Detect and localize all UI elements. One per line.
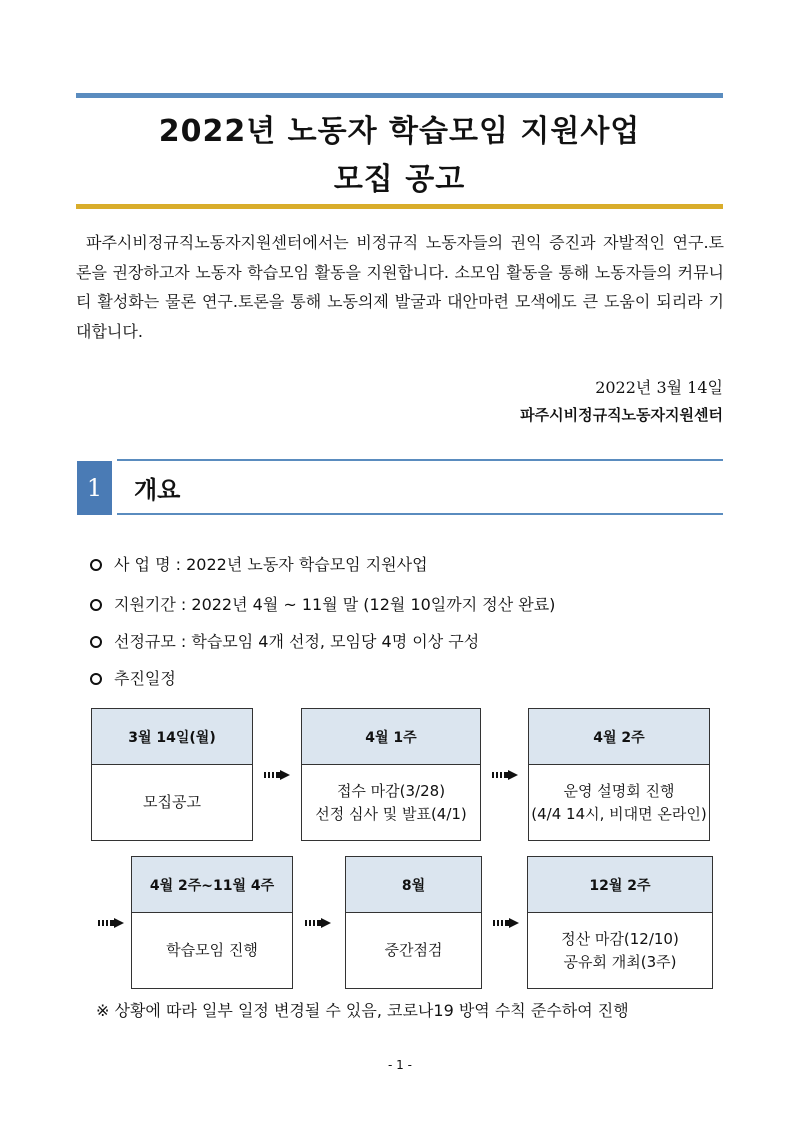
schedule-body: 학습모임 진행 [166, 941, 258, 959]
schedule-header: 12월 2주 [528, 857, 712, 913]
intro-paragraph: 파주시비정규직노동자지원센터에서는 비정규직 노동자들의 권익 증진과 자발적인 연구.토론을 권장하고자 노동자 학습모임 활동을 지원합니다. 소모임 활동을 통해 노동자들의 커뮤니티 활성화는 물론 연구.토론을 통해 노동의제 발굴과 대안마련 모색에도 큰 도움이 되리라 기대합니다. [76, 233, 724, 341]
schedule-box [345, 856, 482, 989]
schedule-box [527, 856, 713, 989]
schedule-header: 8월 [346, 857, 481, 913]
schedule-box [301, 708, 481, 841]
schedule-box [131, 856, 293, 989]
arrow-right-icon [264, 770, 290, 780]
section-title: 개요 [134, 476, 181, 504]
bullet-item: 지원기간 : 2022년 4월 ~ 11월 말 (12월 10일까지 정산 완료) [90, 592, 555, 615]
section-rule-top [117, 459, 723, 461]
section-number: 1 [77, 461, 112, 515]
schedule-body: 모집공고 [143, 793, 201, 811]
schedule-box [91, 708, 253, 841]
circle-bullet-icon [90, 559, 102, 571]
organization-name: 파주시비정규직노동자지원센터 [520, 406, 723, 424]
schedule-header: 4월 2주 [529, 709, 709, 765]
bullet-item: 선정규모 : 학습모임 4개 선정, 모임당 4명 이상 구성 [90, 629, 479, 652]
schedule-header: 3월 14일(월) [92, 709, 252, 765]
page-title: 2022년 노동자 학습모임 지원사업 [158, 114, 641, 149]
schedule-body: 정산 마감(12/10) 공유회 개최(3주) [561, 929, 679, 971]
schedule-box [528, 708, 710, 841]
bullet-item: 사 업 명 : 2022년 노동자 학습모임 지원사업 [90, 552, 428, 575]
schedule-body: 중간점검 [384, 941, 443, 959]
page-subtitle: 모집 공고 [333, 162, 466, 197]
schedule-body: 접수 마감(3/28) 선정 심사 및 발표(4/1) [315, 781, 467, 823]
schedule-body: 운영 설명회 진행 (4/4 14시, 비대면 온라인) [531, 781, 707, 823]
circle-bullet-icon [90, 673, 102, 685]
title-rule-top [76, 93, 723, 98]
title-rule-bottom [76, 204, 723, 209]
section-rule-bottom [117, 513, 723, 515]
arrow-right-icon [305, 918, 331, 928]
arrow-right-icon [492, 770, 518, 780]
arrow-right-icon [98, 918, 124, 928]
page-number: - 1 - [388, 1058, 412, 1072]
schedule-note: ※ 상황에 따라 일부 일정 변경될 수 있음, 코로나19 방역 수칙 준수하여 진행 [96, 1001, 629, 1020]
announcement-date: 2022년 3월 14일 [595, 378, 723, 397]
arrow-right-icon [493, 918, 519, 928]
schedule-header: 4월 1주 [302, 709, 480, 765]
bullet-item: 추진일정 [90, 666, 176, 689]
circle-bullet-icon [90, 599, 102, 611]
schedule-header: 4월 2주~11월 4주 [132, 857, 292, 913]
circle-bullet-icon [90, 636, 102, 648]
